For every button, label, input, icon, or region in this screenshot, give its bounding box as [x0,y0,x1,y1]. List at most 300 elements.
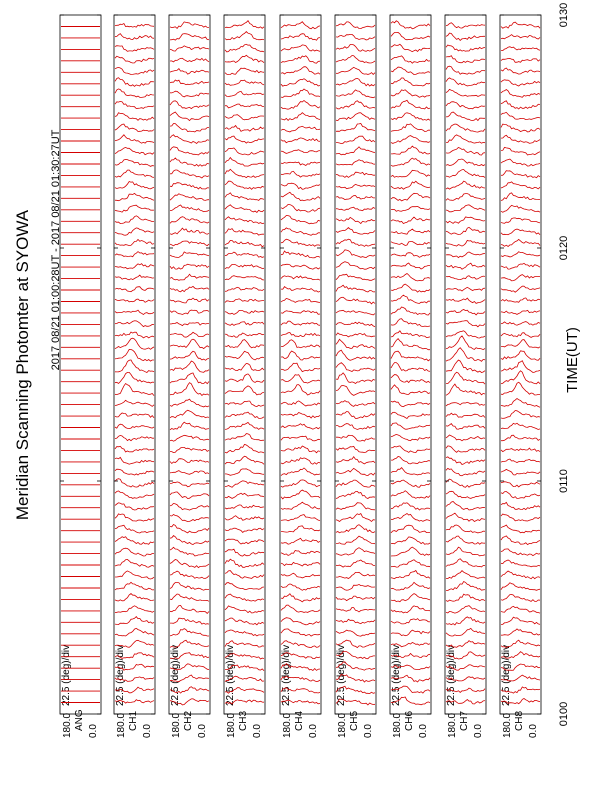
series-trace [225,528,264,532]
series-trace [336,297,375,304]
series-trace [501,514,540,521]
series-trace [391,468,430,475]
series-trace [281,311,320,315]
y-tick-label: 0.0 [418,724,429,738]
series-trace [170,571,209,578]
series-trace [336,285,375,292]
series-trace [446,491,485,498]
series-trace [501,35,540,39]
series-trace [336,572,375,578]
series-trace [170,605,209,613]
series-trace [115,332,154,338]
series-trace [170,80,209,85]
series-trace [115,594,154,602]
series-trace [501,340,540,348]
series-trace [170,22,209,29]
series-trace [225,444,264,453]
scale-label: 22.5 (deg)/div [61,644,72,706]
series-trace [115,113,154,121]
series-trace [391,284,430,292]
series-trace [281,458,320,464]
series-trace [336,310,375,315]
x-tick-label: 0120 [558,235,570,261]
series-trace [170,459,209,464]
series-trace [115,67,154,74]
series-trace [225,55,264,62]
series-trace [115,240,154,246]
series-trace [225,401,264,407]
series-trace [225,310,264,314]
series-trace [225,333,264,337]
series-trace [281,351,320,360]
series-trace [170,323,209,326]
series-trace [115,147,154,154]
series-trace [281,333,320,337]
series-trace [225,481,264,488]
series-trace [225,386,264,395]
series-trace [225,104,264,108]
series-trace [501,482,540,487]
series-trace [391,480,430,487]
series-trace [281,162,320,165]
y-tick-label: 0.0 [197,724,208,738]
series-trace [225,351,264,360]
series-trace [170,447,209,452]
y-tick-label: 0.0 [528,724,539,738]
series-trace [115,384,154,396]
series-trace [336,184,375,188]
series-trace [170,298,209,303]
series-trace [446,536,485,544]
series-trace [115,628,154,636]
series-trace [115,525,154,533]
series-trace [115,349,154,361]
series-label: CH4 [294,710,305,731]
series-trace [281,101,320,110]
series-trace [446,263,485,269]
series-trace [391,181,430,189]
series-trace [225,181,264,189]
series-trace [446,194,485,201]
panel-ch3 [224,15,265,738]
series-trace [391,582,430,590]
series-trace [336,548,375,556]
series-trace [170,228,209,234]
series-trace [225,287,264,291]
series-trace [446,89,485,96]
series-trace [501,469,540,475]
series-trace [446,135,485,143]
series-trace [170,124,209,132]
series-trace [391,170,430,177]
series-trace [446,66,485,74]
series-trace [501,322,540,326]
series-trace [336,339,375,348]
series-trace [225,412,264,418]
series-trace [281,490,320,499]
series-trace [501,68,540,74]
series-trace [501,371,540,384]
series-trace [170,183,209,189]
series-trace [115,205,154,212]
series-trace [336,491,375,498]
series-trace [446,348,485,362]
series-trace [225,434,264,441]
series-trace [336,435,375,441]
series-trace [170,594,209,601]
series-trace [391,363,430,372]
series-trace [170,241,209,246]
series-trace [281,436,320,441]
series-trace [115,435,154,440]
series-trace [225,322,264,326]
series-trace [446,435,485,441]
series-trace [170,252,209,258]
series-trace [336,386,375,396]
panel-ch7 [445,15,486,738]
series-trace [501,171,540,178]
series-trace [170,383,209,396]
scale-label: 22.5 (deg)/div [225,644,236,706]
scale-label: 22.5 (deg)/div [170,644,181,706]
series-trace [281,183,320,189]
series-trace [391,503,430,510]
series-trace [281,340,320,348]
series-trace [391,90,430,98]
series-trace [115,252,154,257]
series-trace [225,583,264,590]
series-trace [281,34,320,41]
series-trace [391,457,430,464]
series-trace [115,160,154,167]
series-trace [115,571,154,579]
series-trace [446,124,485,132]
series-trace [336,412,375,419]
series-trace [225,158,264,167]
series-trace [281,480,320,487]
series-trace [281,251,320,258]
series-trace [501,583,540,591]
series-trace [225,136,264,143]
series-trace [281,150,320,154]
series-trace [225,169,264,177]
series-trace [391,434,430,440]
series-trace [115,617,154,625]
series-trace [115,89,154,98]
series-trace [281,363,320,371]
series-trace [115,24,154,28]
series-trace [281,375,320,383]
series-trace [391,44,430,51]
series-trace [501,571,540,579]
series-trace [336,560,375,567]
series-trace [391,351,430,361]
y-tick-label: 0.0 [142,724,153,738]
series-trace [281,56,320,63]
series-trace [446,628,485,636]
series-trace [336,34,375,40]
series-trace [501,536,540,545]
series-trace [170,217,209,224]
series-trace [225,606,264,613]
series-trace [281,216,320,224]
series-trace [281,401,320,406]
y-tick-label: 0.0 [363,724,374,738]
series-trace [281,584,320,590]
series-trace [281,171,320,177]
series-trace [501,525,540,533]
series-trace [501,502,540,509]
series-trace [446,102,485,109]
series-trace [336,373,375,384]
panel-ch1 [114,15,155,738]
series-trace [115,559,154,567]
series-label: CH8 [514,710,525,731]
series-trace [170,435,209,441]
x-tick-label: 0110 [558,469,570,493]
series-trace [115,78,154,87]
series-trace [225,456,264,464]
series-trace [446,468,485,475]
series-trace [391,100,430,109]
series-trace [336,160,375,165]
series-trace [281,67,320,75]
series-trace [115,182,154,189]
series-trace [391,339,430,350]
series-trace [391,630,430,636]
panel-frame [60,15,101,714]
series-trace [115,606,154,613]
series-trace [170,560,209,568]
series-trace [225,493,264,498]
series-trace [281,22,320,29]
series-trace [281,239,320,246]
series-trace [336,274,375,280]
series-trace [391,606,430,613]
series-trace [391,412,430,418]
series-trace [501,333,540,338]
series-trace [225,630,264,636]
series-trace [115,372,154,383]
series-trace [170,170,209,178]
chart-subtitle: 2017 08/21 01:00:28UT - 2017 08/21 01:30:27UT [50,129,62,371]
series-label: CH1 [128,710,139,731]
panel-frame [169,15,210,714]
series-trace [501,193,540,201]
series-trace [501,90,540,98]
series-trace [115,469,154,475]
series-trace [225,217,264,224]
series-trace [281,424,320,430]
series-trace [391,491,430,499]
series-trace [446,170,485,178]
series-trace [446,276,485,280]
series-trace [391,331,430,338]
series-trace [391,263,430,269]
series-trace [115,56,154,63]
series-trace [281,413,320,419]
series-trace [170,274,209,280]
series-trace [225,539,264,544]
series-trace [170,194,209,201]
series-trace [446,547,485,556]
series-trace [446,513,485,521]
series-trace [446,205,485,212]
series-trace [170,147,209,155]
panel-ch5 [335,15,376,738]
series-trace [501,135,540,143]
series-trace [281,264,320,269]
scale-label: 22.5 (deg)/div [336,644,347,706]
series-trace [501,423,540,429]
series-trace [281,298,320,302]
series-trace [391,571,430,579]
series-trace [336,196,375,200]
series-trace [115,287,154,292]
series-trace [170,69,209,75]
series-trace [391,136,430,144]
series-trace [281,228,320,235]
series-trace [170,361,209,372]
series-trace [336,136,375,144]
x-axis-label: TIME(UT) [564,327,581,393]
series-trace [446,424,485,430]
series-trace [501,229,540,235]
y-tick-label: 180.0 [282,712,293,738]
series-trace [170,135,209,144]
series-trace [170,91,209,97]
series-trace [501,252,540,257]
y-tick-label: 0.0 [252,724,263,738]
series-trace [446,617,485,625]
y-tick-label: 180.0 [116,712,127,738]
series-trace [281,276,320,280]
series-trace [225,240,264,246]
series-trace [501,549,540,556]
series-trace [391,385,430,395]
scale-label: 22.5 (deg)/div [281,644,292,706]
scale-label: 22.5 (deg)/div [501,644,512,706]
series-trace [336,503,375,510]
series-label: CH6 [404,710,415,731]
series-trace [281,192,320,200]
series-trace [336,468,375,475]
series-trace [391,560,430,567]
series-trace [501,594,540,601]
series-trace [336,239,375,246]
series-trace [501,182,540,189]
series-trace [281,551,320,556]
series-trace [391,158,430,166]
series-trace [115,135,154,143]
series-trace [336,113,375,121]
series-trace [225,516,264,521]
series-trace [281,515,320,521]
series-trace [225,68,264,74]
series-trace [446,287,485,291]
series-trace [391,206,430,211]
series-trace [501,124,540,132]
series-trace [170,264,209,269]
series-trace [446,502,485,511]
series-trace [281,45,320,52]
series-trace [446,331,485,338]
series-trace [391,423,430,429]
series-trace [170,46,209,51]
series-trace [225,340,264,348]
series-trace [115,193,154,200]
series-trace [391,56,430,63]
series-trace [336,78,375,86]
series-trace [115,582,154,590]
series-trace [281,526,320,532]
series-trace [225,21,264,29]
series-trace [446,582,485,591]
series-trace [336,67,375,74]
series-trace [281,138,320,143]
series-trace [281,573,320,578]
series-trace [115,101,154,108]
y-tick-label: 180.0 [447,712,458,738]
panel-frame [445,15,486,714]
series-trace [391,78,430,86]
series-trace [501,218,540,223]
series-trace [391,594,430,602]
series-trace [115,321,154,327]
series-trace [225,126,264,132]
series-trace [115,34,154,40]
series-trace [281,204,320,212]
series-trace [115,424,154,428]
series-trace [170,205,209,212]
series-trace [170,618,209,624]
series-trace [336,457,375,464]
series-trace [170,410,209,418]
series-trace [115,228,154,235]
series-trace [225,44,264,52]
series-label: CH5 [349,710,360,731]
series-trace [336,630,375,636]
series-trace [115,413,154,418]
series-trace [225,193,264,201]
series-trace [170,332,209,337]
series-trace [391,401,430,407]
series-trace [336,424,375,430]
series-trace [446,181,485,189]
series-trace [336,350,375,360]
series-trace [336,480,375,487]
series-trace [281,502,320,509]
series-label: CH2 [183,710,194,731]
series-trace [281,385,320,395]
series-trace [225,115,264,120]
series-trace [336,101,375,109]
series-trace [225,148,264,155]
series-trace [446,56,485,63]
series-trace [501,80,540,86]
series-trace [391,537,430,544]
series-trace [446,571,485,579]
series-label: ANG [74,709,85,731]
series-trace [170,503,209,510]
series-trace [225,374,264,383]
series-trace [115,360,154,373]
series-trace [170,422,209,430]
series-trace [115,275,154,280]
series-trace [446,217,485,223]
series-trace [115,457,154,464]
series-trace [225,571,264,579]
